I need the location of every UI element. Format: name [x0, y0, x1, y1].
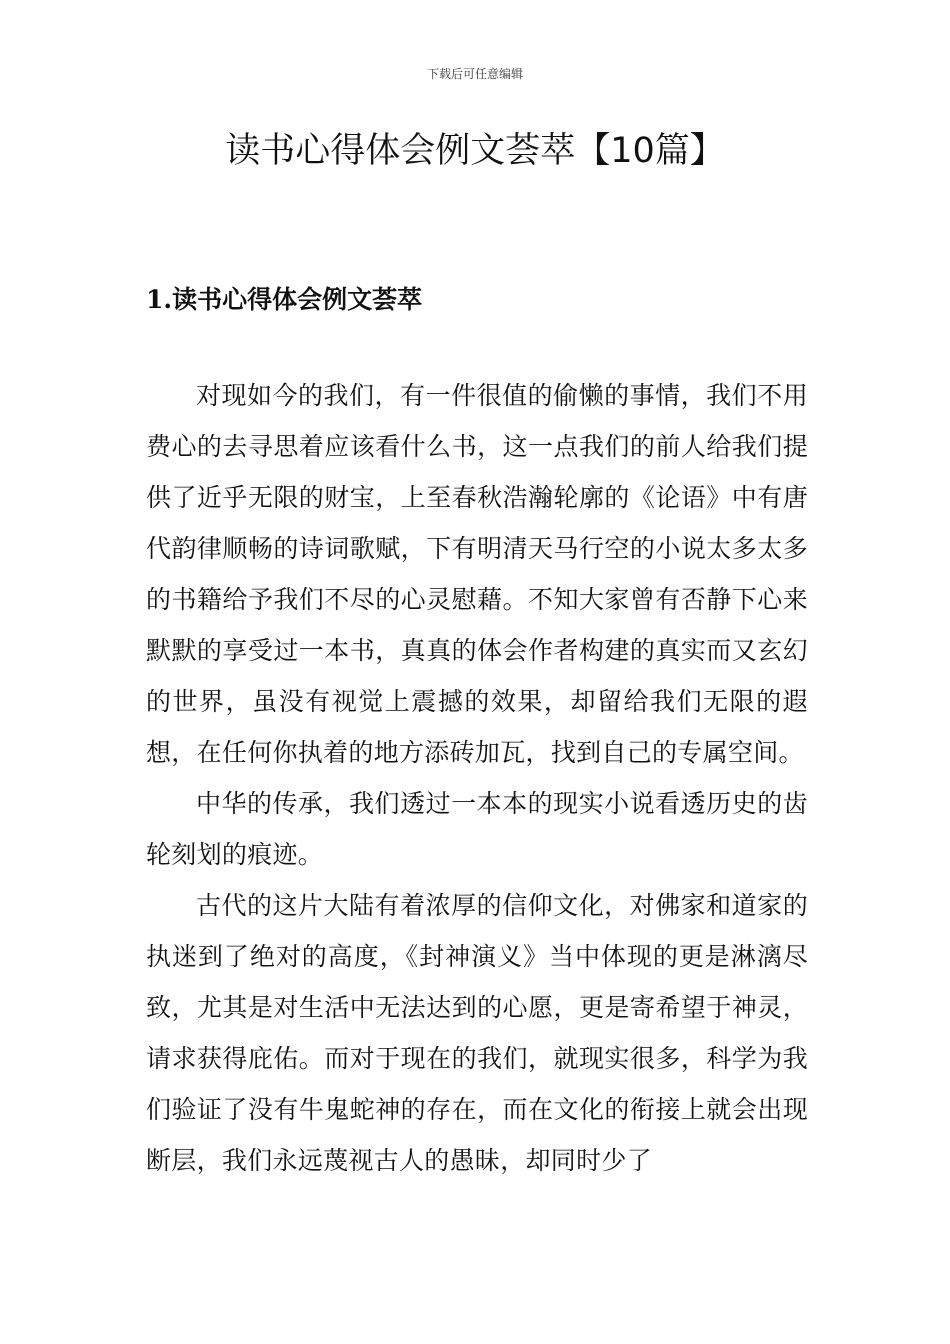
header-note: 下载后可任意编辑: [426, 67, 523, 81]
body-text: [146, 370, 808, 1186]
document-title: 读书心得体会例文荟萃【10篇】: [225, 131, 725, 171]
paragraph: 古代的这片大陆有着浓厚的信仰文化，对佛家和道家的执迷到了绝对的高度，《封神演义》当中体现的更是淋漓尽致，尤其是对生活中无法达到的心愿，更是寄希望于神灵，请求获得庇佑。而对于现在的我们，就现实很多，科学为我们验证了没有牛鬼蛇神的存在，而在文化的衔接上就会出现断层，我们永远蔑视古人的愚昧，却同时少了: [146, 891, 808, 1175]
section-heading: 1.读书心得体会例文荟萃: [146, 285, 423, 314]
paragraph: 中华的传承，我们透过一本本的现实小说看透历史的齿轮刻划的痕迹。: [146, 789, 808, 869]
paragraph: 对现如今的我们，有一件很值的偷懒的事情，我们不用费心的去寻思着应该看什么书，这一点我们的前人给我们提供了近乎无限的财宝，上至春秋浩瀚轮廓的《论语》中有唐代韵律顺畅的诗词歌赋，下有明清天马行空的小说太多太多的书籍给予我们不尽的心灵慰藉。不知大家曾有否静下心来默默的享受过一本书，真真的体会作者构建的真实而又玄幻的世界，虽没有视觉上震撼的效果，却留给我们无限的遐想，在任何你执着的地方添砖加瓦，找到自己的专属空间。: [146, 381, 808, 767]
